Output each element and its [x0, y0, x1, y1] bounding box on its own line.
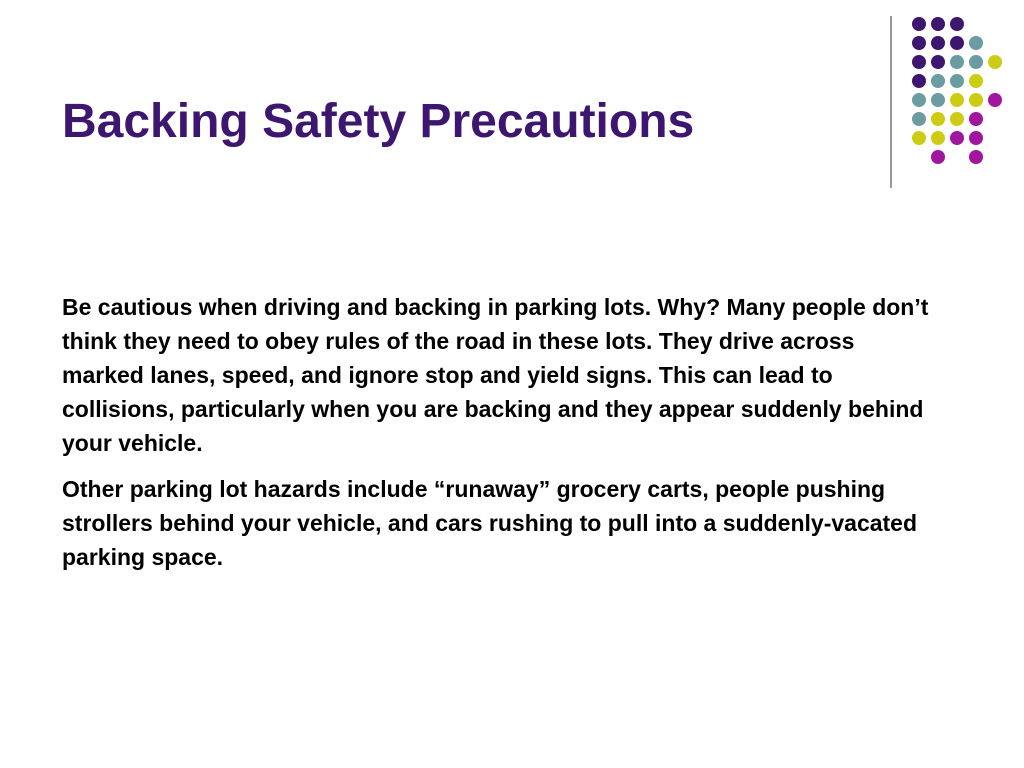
- decorative-dot: [950, 55, 964, 69]
- slide-title: Backing Safety Precautions: [62, 95, 695, 148]
- body-paragraph: Other parking lot hazards include “runaway” grocery carts, people pushing strollers behind your vehicle, and cars rushing to pull into a suddenly-vacated parking space.: [62, 476, 918, 570]
- decorative-dot: [950, 112, 964, 126]
- decorative-dot: [950, 36, 964, 50]
- decorative-dot: [931, 150, 945, 164]
- decorative-dot: [931, 112, 945, 126]
- decorative-dot: [950, 93, 964, 107]
- decorative-dot: [969, 36, 983, 50]
- decorative-dot: [912, 131, 926, 145]
- body-paragraph: Be cautious when driving and backing in parking lots. Why? Many people don’t think they need to obey rules of the road in these lots. They drive across marked lanes, speed, and ignore stop and yield signs. This can lead to collisions, particularly when you are backing and they appear suddenly behind your vehicle.: [62, 294, 929, 456]
- decorative-dot: [931, 55, 945, 69]
- decorative-dot: [912, 74, 926, 88]
- decorative-dot: [931, 17, 945, 31]
- decorative-dot: [931, 36, 945, 50]
- decorative-dot: [969, 112, 983, 126]
- decorative-dot: [950, 74, 964, 88]
- decorative-dot: [950, 17, 964, 31]
- decorative-dot: [969, 74, 983, 88]
- decorative-dot: [931, 131, 945, 145]
- slide-body: [62, 290, 942, 586]
- decorative-dot: [969, 131, 983, 145]
- decorative-dot: [912, 36, 926, 50]
- decorative-dot: [931, 74, 945, 88]
- decorative-dot: [912, 55, 926, 69]
- decorative-dot: [969, 150, 983, 164]
- decorative-dot: [931, 93, 945, 107]
- decorative-dot: [950, 131, 964, 145]
- decorative-dot: [988, 55, 1002, 69]
- decorative-dot: [969, 55, 983, 69]
- decorative-dot: [988, 93, 1002, 107]
- decorative-dot: [969, 93, 983, 107]
- decorative-dot: [912, 93, 926, 107]
- decorative-dot-grid: [0, 0, 1024, 200]
- decorative-dot: [912, 17, 926, 31]
- decorative-dot: [912, 112, 926, 126]
